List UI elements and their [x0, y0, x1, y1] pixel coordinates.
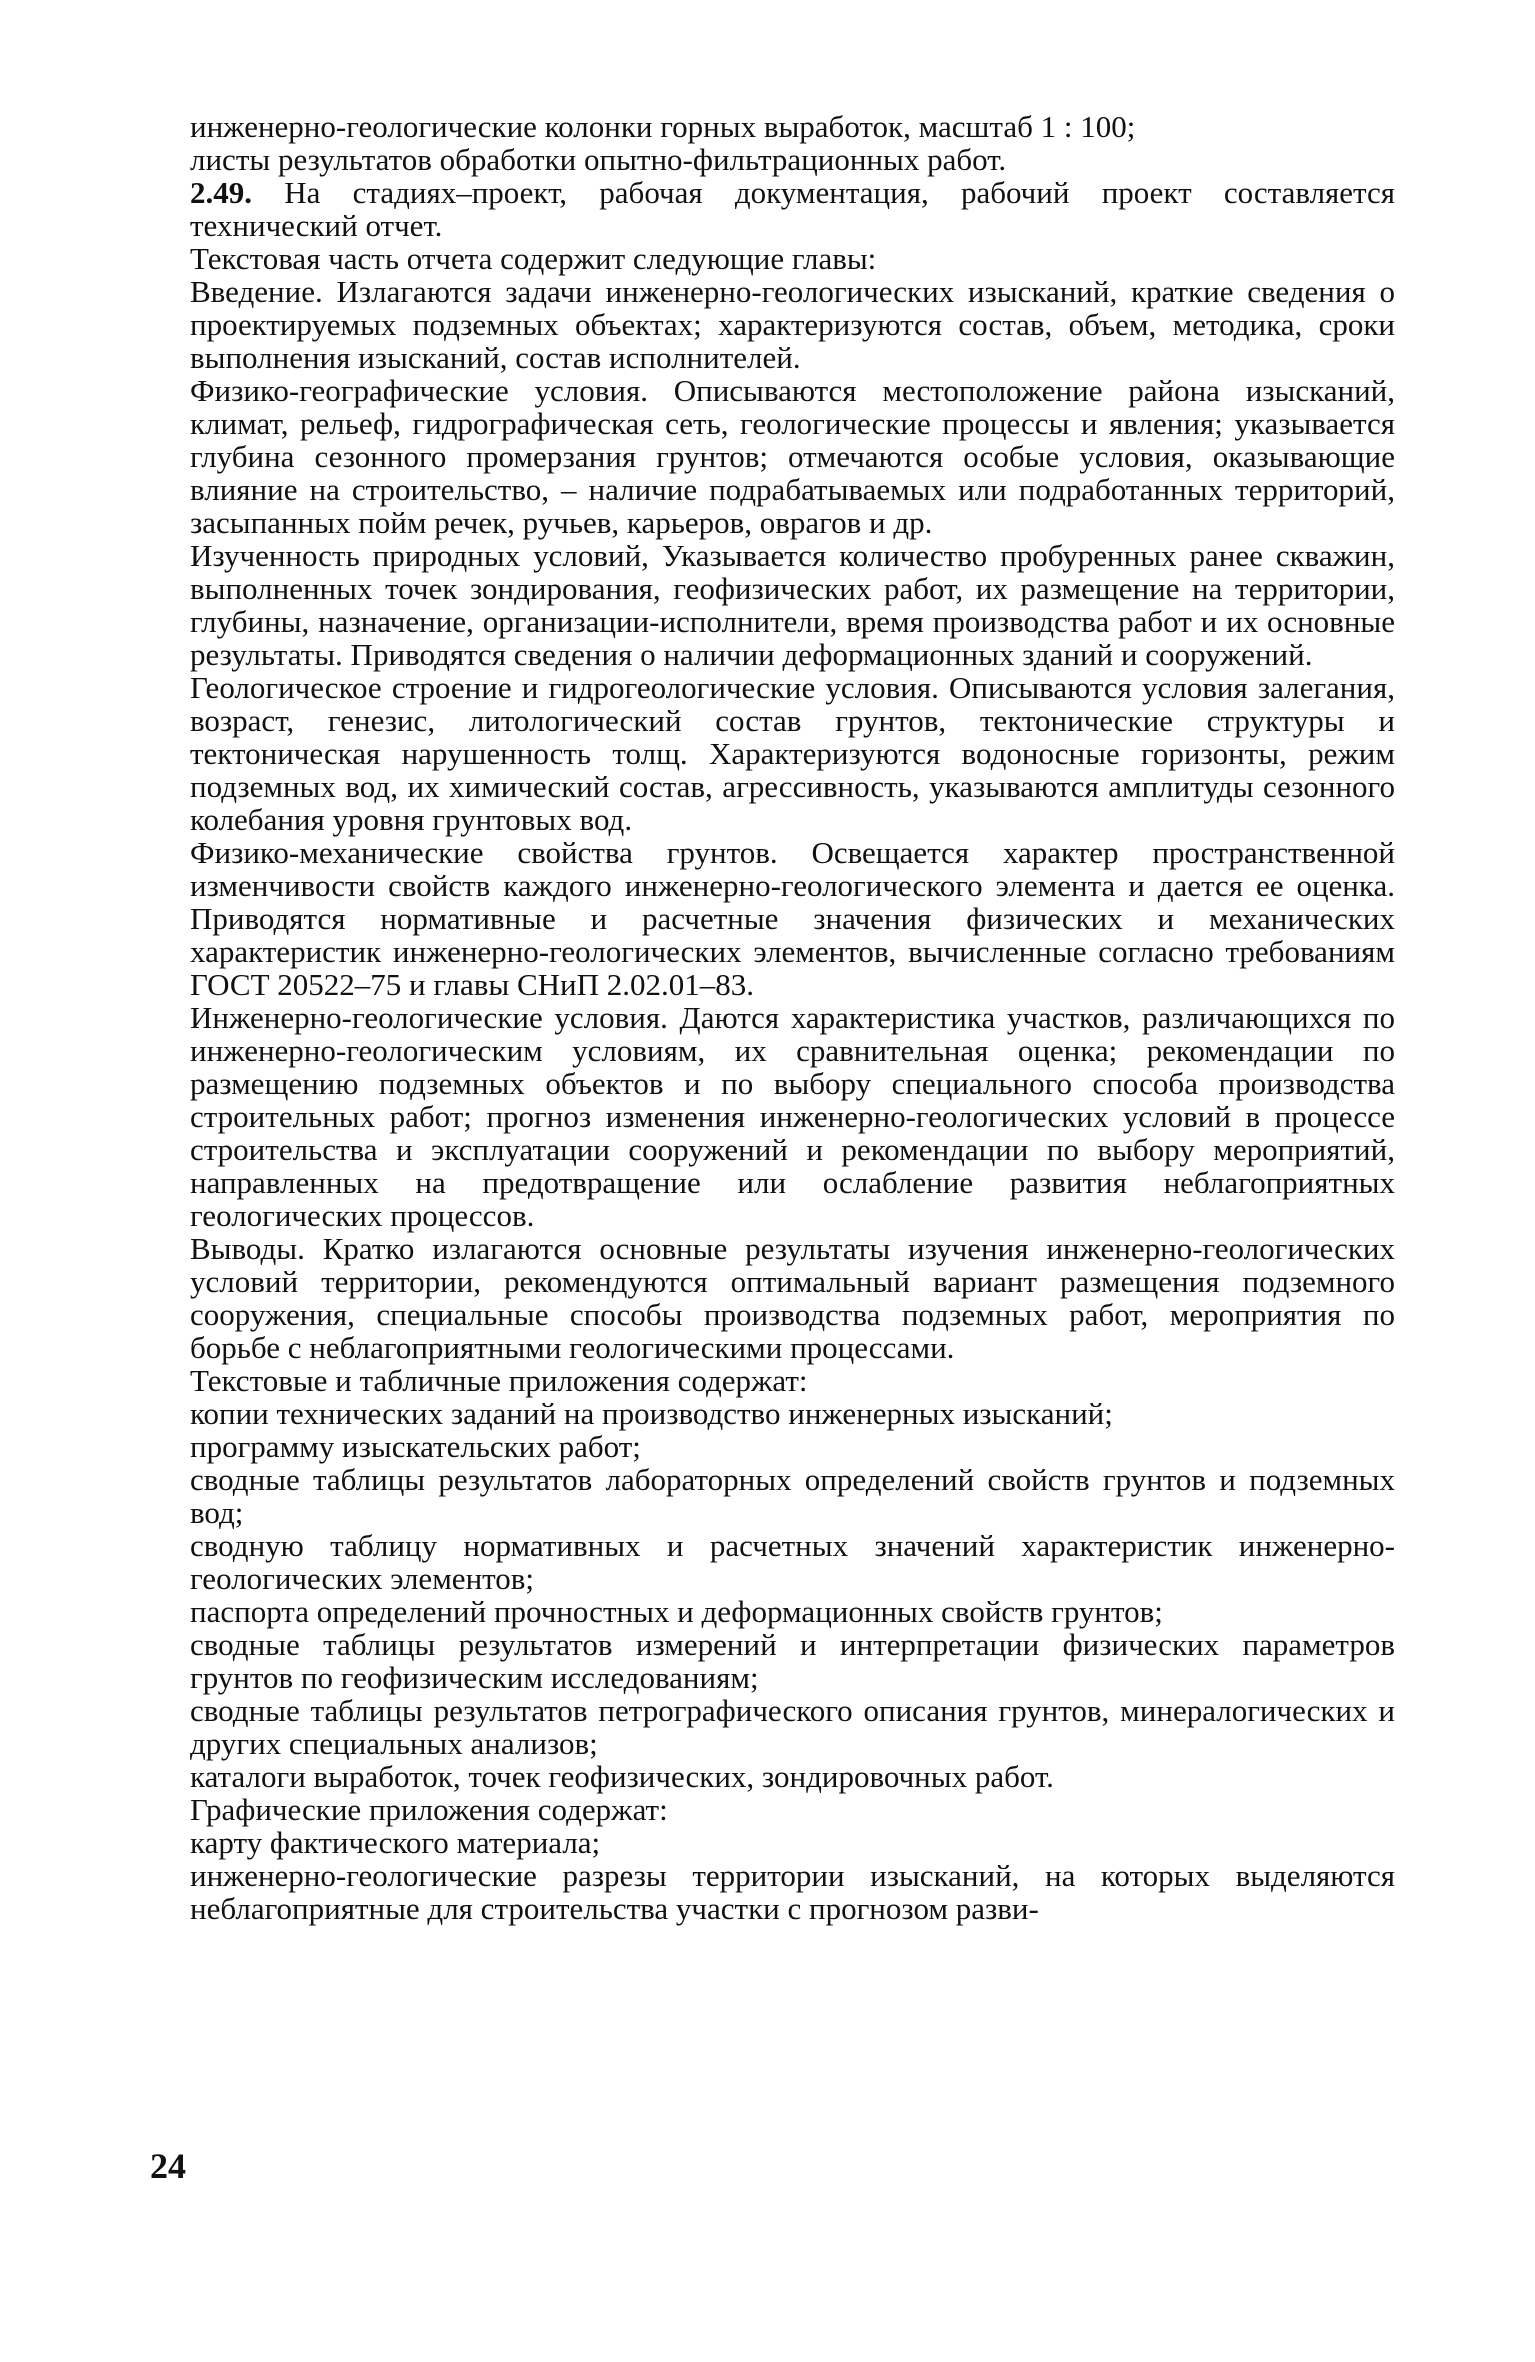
- page-number: 24: [150, 2146, 186, 2186]
- text-appendix-item: каталоги выработок, точек геофизических, зондировочных работ.: [190, 1759, 1054, 1794]
- chapter-conclusions: [190, 1232, 1395, 1364]
- chapter-introduction: [190, 275, 1395, 374]
- chapter-text: Описываются условия залегания, возраст, генезис, литологический состав грунтов, тектонические структуры и тектоническая нарушенность толщ. Характеризуются водоносные горизонты, режим подземных вод, их химический состав, агрессивность, указываются амплитуды сезонного колебания уровня грунтовых вод.: [190, 670, 1395, 837]
- chapter-engineering-conditions: [190, 1001, 1395, 1232]
- chapter-text: Излагаются задачи инженерно-геологических изысканий, краткие сведения о проектируемых подземных объектах; характеризуются состав, объем, методика, сроки выполнения изысканий, состав исполнителей.: [190, 274, 1395, 375]
- graphic-appendix-intro: Графические приложения содержат:: [190, 1792, 668, 1827]
- chapter-title: Изученность природных условий,: [190, 538, 649, 573]
- graphic-appendix-item: карту фактического материала;: [190, 1825, 601, 1860]
- intro-line: листы результатов обработки опытно-фильтрационных работ.: [190, 142, 1007, 177]
- section-text: На стадиях–проект, рабочая документация, рабочий проект составляется технический отчет.: [190, 175, 1395, 243]
- text-appendix-item: копии технических заданий на производство инженерных изысканий;: [190, 1396, 1113, 1431]
- chapter-title: Выводы.: [190, 1231, 305, 1266]
- text-appendix-item: сводные таблицы результатов измерений и интерпретации физических параметров грунтов по геофизическим исследованиям;: [190, 1627, 1395, 1695]
- chapter-title: Физико-механические свойства грунтов.: [190, 835, 778, 870]
- chapter-title: Физико-географические условия.: [190, 373, 648, 408]
- chapter-physical-geography: [190, 374, 1395, 539]
- document-page: [190, 110, 1395, 1925]
- text-appendix-item: программу изыскательских работ;: [190, 1429, 641, 1464]
- chapter-text: Даются характеристика участков, различающихся по инженерно-геологическим условиям, их сравнительная оценка; рекомендации по размещению подземных объектов и по выбору специального способа производства строительных работ; прогноз изменения инженерно-геологических условий в процессе строительства и эксплуатации сооружений и рекомендации по выбору мероприятий, направленных на предотвращение или ослабление развития неблагоприятных геологических процессов.: [190, 1000, 1395, 1233]
- graphic-appendix-item: инженерно-геологические разрезы территории изысканий, на которых выделяются неблагоприятные для строительства участки с прогнозом разви-: [190, 1858, 1395, 1926]
- chapter-text: Указывается количество пробуренных ранее скважин, выполненных точек зондирования, геофизических работ, их размещение на территории, глубины, назначение, организации-исполнители, время производства работ и их основные результаты. Приводятся сведения о наличии деформационных зданий и сооружений.: [190, 538, 1395, 672]
- chapter-study-level: [190, 539, 1395, 671]
- intro-line: инженерно-геологические колонки горных выработок, масштаб 1 : 100;: [190, 109, 1136, 144]
- section-paragraph: [190, 176, 1395, 242]
- text-appendix-intro: Текстовые и табличные приложения содержат:: [190, 1363, 808, 1398]
- chapter-soil-properties: [190, 836, 1395, 1001]
- text-appendix-item: сводную таблицу нормативных и расчетных значений характеристик инженерно-геологических элементов;: [190, 1528, 1395, 1596]
- chapter-title: Геологическое строение и гидрогеологические условия.: [190, 670, 939, 705]
- chapter-text: Освещается характер пространственной изменчивости свойств каждого инженерно-геологического элемента и дается ее оценка. Приводятся нормативные и расчетные значения физических и механических характеристик инженерно-геологических элементов, вычисленные согласно требованиям ГОСТ 20522–75 и главы СНиП 2.02.01–83.: [190, 835, 1396, 1002]
- chapter-text: Кратко излагаются основные результаты изучения инженерно-геологических условий территории, рекомендуются оптимальный вариант размещения подземного сооружения, специальные способы производства подземных работ, мероприятия по борьбе с неблагоприятными геологическими процессами.: [190, 1231, 1395, 1365]
- chapter-title: Введение.: [190, 274, 323, 309]
- chapter-title: Инженерно-геологические условия.: [190, 1000, 668, 1035]
- section-number: 2.49.: [190, 175, 252, 210]
- text-appendix-item: сводные таблицы результатов петрографического описания грунтов, минералогических и других специальных анализов;: [190, 1693, 1395, 1761]
- chapter-geology: [190, 671, 1395, 836]
- chapter-text: Описываются местоположение района изысканий, климат, рельеф, гидрографическая сеть, геологические процессы и явления; указывается глубина сезонного промерзания грунтов; отмечаются особые условия, оказывающие влияние на строительство, – наличие подрабатываемых или подработанных территорий, засыпанных пойм речек, ручьев, карьеров, оврагов и др.: [190, 373, 1395, 540]
- text-appendix-item: сводные таблицы результатов лабораторных определений свойств грунтов и подземных вод;: [190, 1462, 1395, 1530]
- text-part-intro: Текстовая часть отчета содержит следующие главы:: [190, 241, 877, 276]
- text-appendix-item: паспорта определений прочностных и деформационных свойств грунтов;: [190, 1594, 1163, 1629]
